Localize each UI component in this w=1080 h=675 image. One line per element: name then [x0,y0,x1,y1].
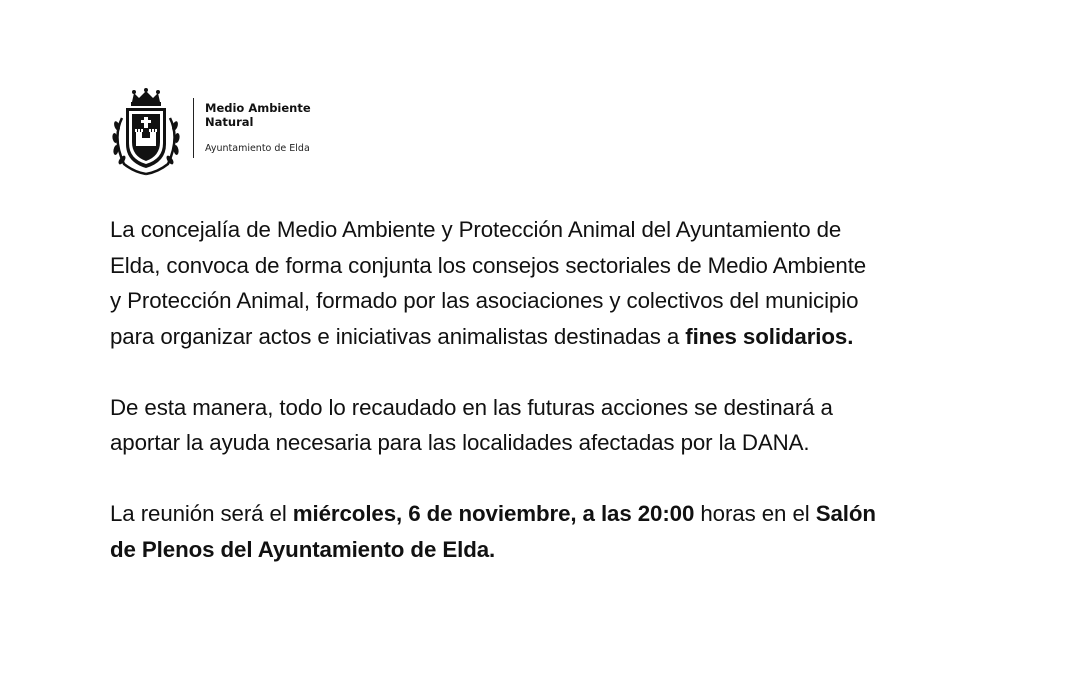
logo-title-line2: Natural [205,115,254,129]
text-line: y Protección Animal, formado por las asociaciones y colectivos del municipio [110,288,859,313]
logo [108,88,338,178]
logo-title [205,101,335,129]
logo-divider [193,98,194,158]
paragraph-meeting [110,496,1010,567]
text-segment: La reunión será el [110,501,293,526]
paragraph-funds [110,390,1010,461]
text-segment: para organizar actos e iniciativas animalistas destinadas a [110,323,686,349]
meeting-date: miércoles, 6 de noviembre, a las 20:00 [292,501,695,526]
paragraph-convocation [110,212,1010,354]
text-line [110,319,1010,355]
meeting-place-part2: de Plenos del Ayuntamiento de Elda. [110,536,496,562]
text-line: aportar la ayuda necesaria para las localidades afectadas por la DANA. [110,430,810,455]
text-line: De esta manera, todo lo recaudado en las futuras acciones se destinará a [110,394,833,420]
meeting-place-part1: Salón [815,501,876,526]
text-segment: horas en el [694,501,816,526]
logo-title-line1: Medio Ambiente [205,101,311,115]
text-line [110,532,1010,568]
text-line: La concejalía de Medio Ambiente y Protección Animal del Ayuntamiento de [110,217,842,242]
coat-of-arms-icon [108,88,184,176]
logo-subtitle: Ayuntamiento de Elda [205,143,310,154]
text-line [110,496,1010,532]
emphasis-fines-solidarios: fines solidarios. [685,323,854,349]
announcement-body [110,212,1010,603]
text-line: Elda, convoca de forma conjunta los consejos sectoriales de Medio Ambiente [110,252,867,278]
